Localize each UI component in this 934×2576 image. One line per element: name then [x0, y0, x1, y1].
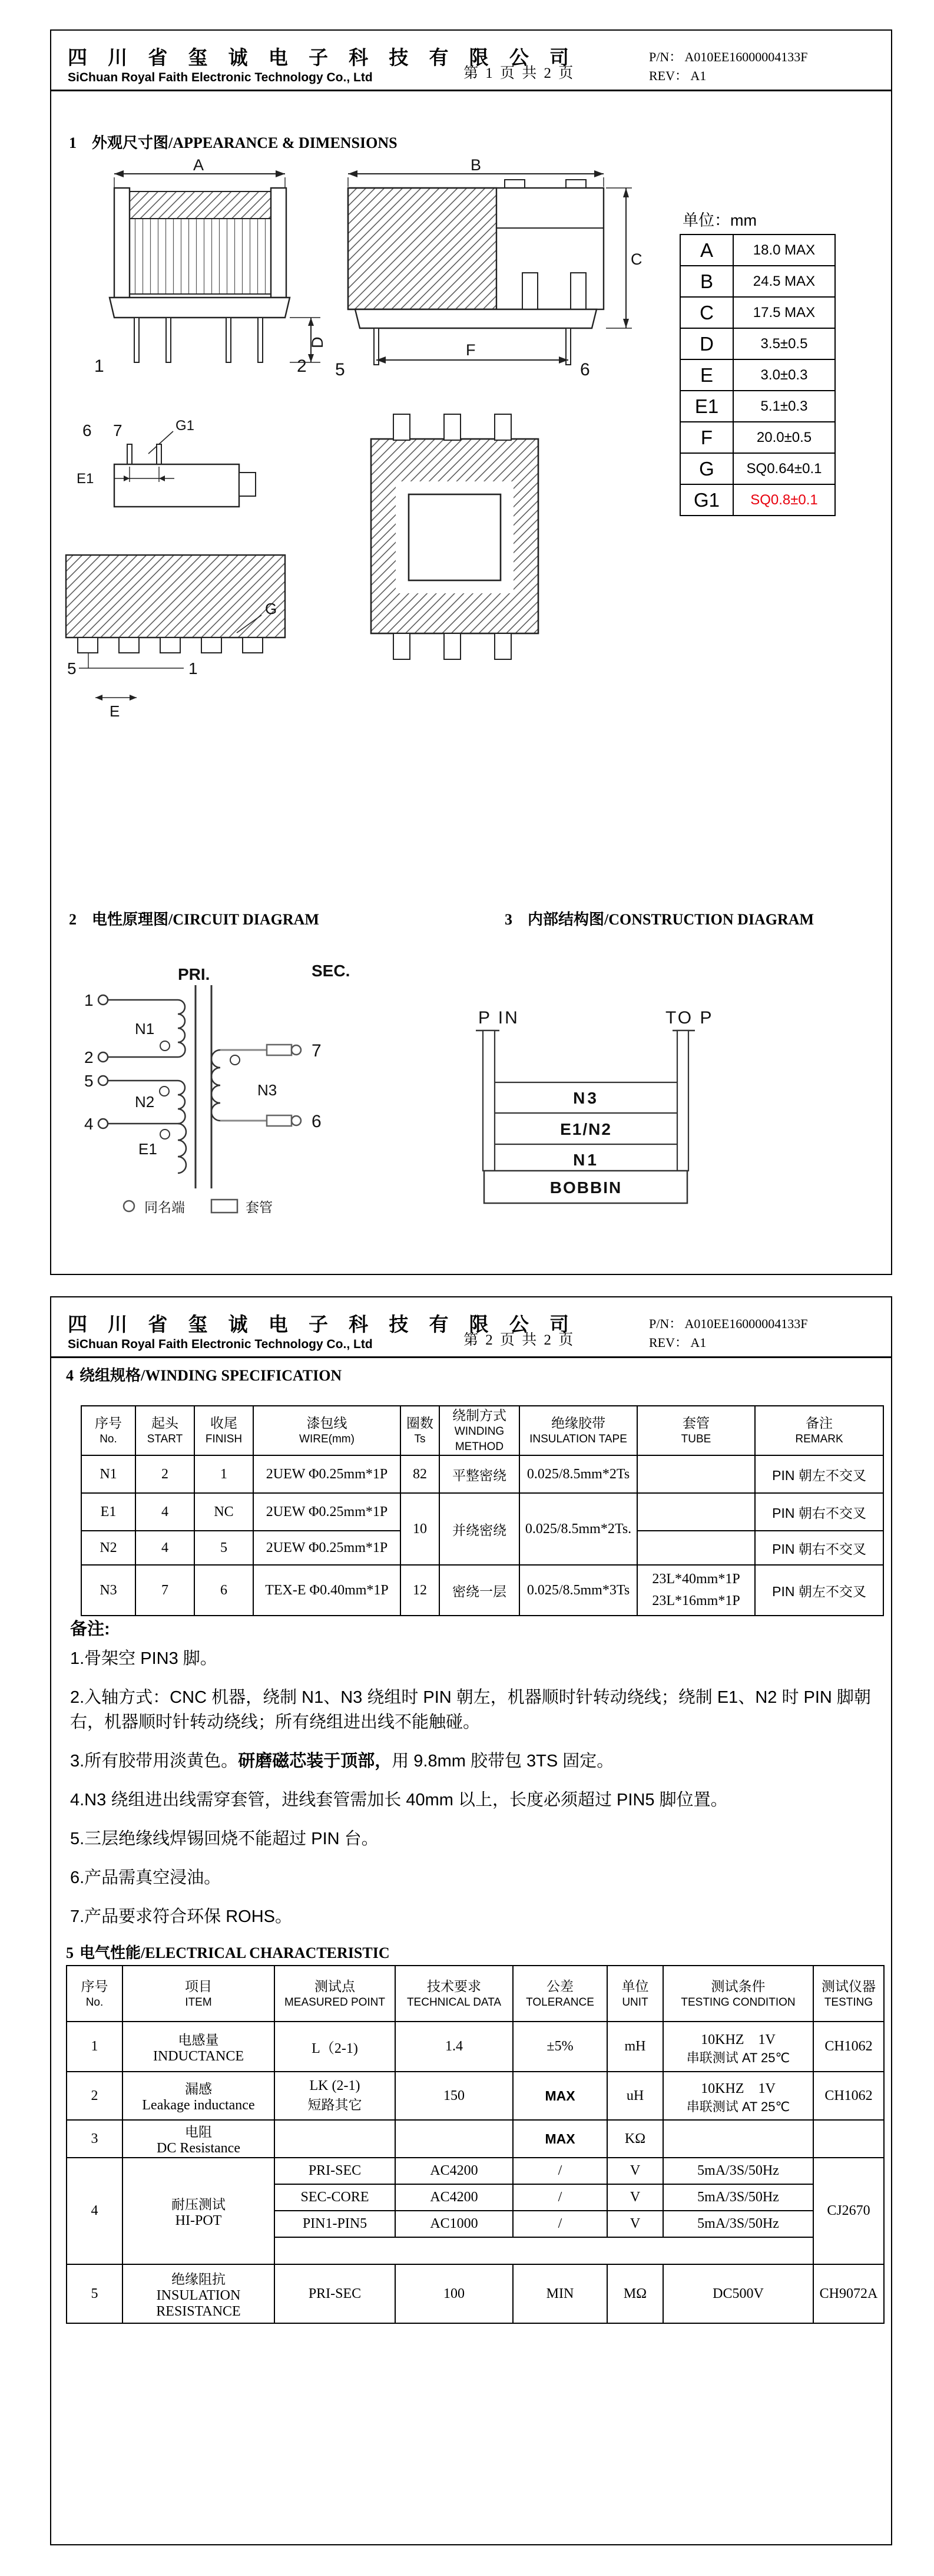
col-start: 起头 START — [135, 1406, 194, 1455]
cell: PIN 朝左不交叉 — [755, 1565, 883, 1616]
rev-label: REV： — [649, 1335, 688, 1350]
dim-key: C — [680, 297, 733, 328]
cell-item: 耐压测试 HI-POT — [122, 2158, 274, 2264]
dot-n2 — [160, 1086, 169, 1096]
pin-6-label: 6 — [82, 421, 92, 440]
cell: N1 — [81, 1455, 135, 1493]
unit-label: 单位： — [683, 212, 730, 229]
electrical-row-3 — [67, 2120, 884, 2158]
pin-6-label: 6 — [312, 1112, 322, 1131]
cell: V — [607, 2211, 663, 2237]
cell: PIN 朝左不交叉 — [755, 1455, 883, 1493]
pin-5-label: 5 — [84, 1072, 94, 1090]
coil-n3 — [211, 1050, 220, 1121]
cell: SEC-CORE — [274, 2184, 395, 2211]
section-4-en: /WINDING SPECIFICATION — [141, 1367, 342, 1384]
dim-e1-label: E1 — [77, 471, 94, 487]
section-4-cn: 绕组规格 — [80, 1366, 141, 1384]
winding-row-n1 — [81, 1455, 883, 1493]
pn-value: A010EE16000004133F — [684, 49, 808, 64]
cell: CH1062 — [813, 2072, 884, 2120]
dim-key: D — [680, 328, 733, 359]
legend-tube-label: 套管 — [246, 1200, 273, 1215]
pn-label: P/N： — [649, 1316, 683, 1331]
winding-table — [81, 1405, 884, 1616]
layer-n1-label: N1 — [573, 1151, 599, 1169]
tube-symbol — [267, 1045, 292, 1055]
cell-empty — [663, 2120, 813, 2158]
dim-key: G — [680, 453, 733, 484]
part-number-line — [649, 1314, 808, 1332]
winding-e1-label: E1 — [138, 1140, 157, 1158]
front-view-drawing — [78, 157, 331, 393]
col-no: 序号 No. — [67, 1966, 122, 2022]
electrical-row-1 — [67, 2022, 884, 2072]
section-5-number: 5 — [66, 1944, 74, 1961]
dim-value: 17.5 MAX — [733, 297, 835, 328]
electrical-row-4a — [67, 2158, 884, 2184]
unit-line — [683, 207, 757, 230]
col-condition: 测试条件 TESTING CONDITION — [663, 1966, 813, 2022]
table-row — [680, 266, 835, 297]
cell: MΩ — [607, 2264, 663, 2323]
cell: 2UEW Φ0.25mm*1P — [253, 1455, 400, 1493]
cell: N2 — [81, 1531, 135, 1565]
cell: DC500V — [663, 2264, 813, 2323]
winding-n2-label: N2 — [135, 1093, 155, 1111]
cell: 5 — [67, 2264, 122, 2323]
dim-g1-label: G1 — [175, 418, 195, 434]
section-1-number: 1 — [69, 134, 77, 151]
dim-g-label: G — [265, 600, 277, 617]
cell: 1 — [194, 1455, 253, 1493]
cell: CH9072A — [813, 2264, 884, 2323]
page-number: 第 2 页 共 2 页 — [463, 1332, 575, 1348]
coil-n1 — [178, 1000, 186, 1057]
legend-dot-icon — [124, 1201, 134, 1211]
dimension-table — [680, 234, 836, 516]
electrical-row-2 — [67, 2072, 884, 2120]
cell: AC4200 — [395, 2158, 513, 2184]
pin-7-label: 7 — [113, 421, 122, 440]
cell: MAX — [513, 2120, 607, 2158]
cell-empty — [274, 2120, 395, 2158]
note-2: 2.入轴方式：CNC 机器，绕制 N1、N3 绕组时 PIN 朝左，机器顺时针转动绕线；绕制 E1、N2 时 PIN 脚朝右，机器顺时针转动绕线；所有绕组进出线不能触碰。 — [70, 1688, 871, 1732]
dim-key: F — [680, 422, 733, 453]
pin-2-label: 2 — [84, 1048, 94, 1066]
note-6: 6.产品需真空浸油。 — [70, 1868, 221, 1887]
col-instrument: 测试仪器 TESTING — [813, 1966, 884, 2022]
bobbin-left-wall — [483, 1031, 495, 1171]
col-finish: 收尾 FINISH — [194, 1406, 253, 1455]
section-4-title — [66, 1363, 342, 1385]
section-2-title — [69, 907, 319, 929]
section-3-number: 3 — [505, 911, 512, 928]
notes-block — [70, 1646, 883, 1943]
note-7: 7.产品要求符合环保 ROHS。 — [70, 1907, 293, 1926]
col-point: 测试点 MEASURED POINT — [274, 1966, 395, 2022]
tube-symbol — [267, 1115, 292, 1126]
cell: 密绕一层 — [439, 1565, 519, 1616]
pin-1-label: 1 — [188, 659, 198, 678]
cell-condition: 10KHZ 1V 串联测试 AT 25℃ — [663, 2072, 813, 2120]
section-3-cn: 内部结构图 — [528, 910, 605, 928]
cell: 0.025/8.5mm*2Ts — [519, 1455, 637, 1493]
section-3-en: /CONSTRUCTION DIAGRAM — [604, 911, 814, 928]
electrical-row-5 — [67, 2264, 884, 2323]
cell-instrument: CJ2670 — [813, 2158, 884, 2264]
dim-value: 24.5 MAX — [733, 266, 835, 297]
cell: E1 — [81, 1493, 135, 1531]
electrical-header-row — [67, 1966, 884, 2022]
table-row — [680, 453, 835, 484]
cell-merged-ts: 10 — [400, 1493, 439, 1565]
pin-1-label: 1 — [94, 356, 104, 376]
col-wire: 漆包线 WIRE(mm) — [253, 1406, 400, 1455]
coil-e1 — [178, 1124, 186, 1173]
cell-item: 电阻 DC Resistance — [122, 2120, 274, 2158]
sec-label: SEC. — [312, 962, 350, 980]
note-5: 5.三层绝缘线焊锡回烧不能超过 PIN 台。 — [70, 1829, 379, 1848]
dim-value: 20.0±0.5 — [733, 422, 835, 453]
cell-tube: 23L*40mm*1P 23L*16mm*1P — [637, 1565, 755, 1616]
page-number: 第 1 页 共 2 页 — [463, 65, 575, 81]
cell-empty-span — [274, 2237, 813, 2264]
legend-dot-label: 同名端 — [144, 1200, 185, 1215]
coil-n2 — [178, 1081, 186, 1124]
winding-wire-area — [130, 219, 271, 294]
dim-key: B — [680, 266, 733, 297]
part-number-line — [649, 47, 808, 65]
section-5-cn: 电气性能 — [80, 1944, 141, 1961]
note-4: 4.N3 绕组进出线需穿套管，进线套管需加长 40mm 以上，长度必须超过 PIN5 脚位置。 — [70, 1791, 728, 1809]
cell: MAX — [513, 2072, 607, 2120]
cell: V — [607, 2184, 663, 2211]
cell-empty — [637, 1455, 755, 1493]
company-name-en: SiChuan Royal Faith Electronic Technology Co., Ltd — [68, 71, 373, 84]
section-4-number: 4 — [66, 1367, 74, 1384]
cell-merged-method: 并绕密绕 — [439, 1493, 519, 1565]
table-row — [680, 484, 835, 516]
col-method: 绕制方式 WINDING METHOD — [439, 1406, 519, 1455]
pri-label: PRI. — [178, 965, 210, 983]
bobbin-base — [110, 298, 290, 318]
header-rule — [51, 90, 891, 91]
notes-title: 备注: — [70, 1620, 110, 1639]
cell: 3 — [67, 2120, 122, 2158]
cell: PIN1-PIN5 — [274, 2211, 395, 2237]
electrical-table — [66, 1965, 885, 2324]
rev-label: REV： — [649, 68, 688, 83]
cell: 1.4 — [395, 2022, 513, 2072]
top-side-label: TO P — [665, 1008, 714, 1028]
construction-diagram — [472, 1000, 861, 1236]
cell: 82 — [400, 1455, 439, 1493]
section-2-number: 2 — [69, 911, 77, 928]
legend-tube-icon — [211, 1200, 237, 1213]
cell-empty — [813, 2120, 884, 2158]
circuit-diagram — [69, 959, 458, 1236]
dim-value: SQ0.64±0.1 — [733, 453, 835, 484]
table-row — [680, 235, 835, 266]
dot-n3 — [230, 1055, 240, 1065]
winding-n3-label: N3 — [257, 1081, 277, 1099]
dim-f-label: F — [466, 341, 476, 359]
cell: 5mA/3S/50Hz — [663, 2184, 813, 2211]
winding-row-e1 — [81, 1493, 883, 1531]
section-1-title — [69, 131, 398, 153]
cell-condition: 10KHZ 1V 串联测试 AT 25℃ — [663, 2022, 813, 2072]
pin-4-label: 4 — [84, 1115, 94, 1133]
company-name-cn: 四 川 省 玺 诚 电 子 科 技 有 限 公 司 — [68, 1313, 577, 1335]
dim-c-label: C — [631, 250, 642, 268]
cell-empty — [637, 1493, 755, 1531]
note-3: 3.所有胶带用淡黄色。研磨磁芯装于顶部，用 9.8mm 胶带包 3TS 固定。 — [70, 1752, 614, 1771]
cell: 5 — [194, 1531, 253, 1565]
section-1-en: /APPEARANCE & DIMENSIONS — [168, 134, 398, 151]
dot-e1 — [160, 1130, 170, 1139]
cell: 4 — [135, 1493, 194, 1531]
cell: uH — [607, 2072, 663, 2120]
section-2-en: /CIRCUIT DIAGRAM — [168, 911, 319, 928]
winding-n1-label: N1 — [135, 1020, 155, 1038]
dim-b-label: B — [471, 157, 482, 174]
pin-7-label: 7 — [312, 1041, 322, 1061]
pin-5-label: 5 — [67, 659, 77, 678]
col-no: 序号 No. — [81, 1406, 135, 1455]
rev-line — [649, 66, 706, 84]
pin-2-label: 2 — [297, 356, 307, 376]
pn-label: P/N： — [649, 49, 683, 64]
col-tape: 绝缘胶带 INSULATION TAPE — [519, 1406, 637, 1455]
header-rule — [51, 1356, 891, 1358]
page-1 — [50, 29, 892, 1275]
dot-n1 — [160, 1041, 170, 1051]
page-2 — [50, 1296, 892, 2545]
cell: PRI-SEC — [274, 2264, 395, 2323]
cell: 2UEW Φ0.25mm*1P — [253, 1531, 400, 1565]
cell: 平整密绕 — [439, 1455, 519, 1493]
cell-empty — [395, 2120, 513, 2158]
top-view-drawing — [60, 408, 343, 726]
company-name-cn: 四 川 省 玺 诚 电 子 科 技 有 限 公 司 — [68, 47, 577, 68]
foot-hatch-body — [66, 555, 285, 638]
section-5-en: /ELECTRICAL CHARACTERISTIC — [141, 1944, 390, 1961]
company-name-en: SiChuan Royal Faith Electronic Technology Co., Ltd — [68, 1337, 373, 1351]
col-unit: 单位 UNIT — [607, 1966, 663, 2022]
cell: mH — [607, 2022, 663, 2072]
winding-row-n3 — [81, 1565, 883, 1616]
dim-d-label: D — [309, 336, 326, 348]
unit-value: mm — [730, 212, 757, 229]
cell: 5mA/3S/50Hz — [663, 2158, 813, 2184]
pin-6-label: 6 — [580, 360, 590, 379]
cell: V — [607, 2158, 663, 2184]
winding-header-row — [81, 1406, 883, 1455]
cell: AC4200 — [395, 2184, 513, 2211]
cell: / — [513, 2184, 607, 2211]
layer-e1n2-label: E1/N2 — [560, 1120, 612, 1138]
cell: CH1062 — [813, 2022, 884, 2072]
pin-5-label: 5 — [335, 360, 345, 379]
cell: PIN 朝右不交叉 — [755, 1531, 883, 1565]
cell: 5mA/3S/50Hz — [663, 2211, 813, 2237]
cell: KΩ — [607, 2120, 663, 2158]
cell: AC1000 — [395, 2211, 513, 2237]
cell-no: 4 — [67, 2158, 122, 2264]
cell: 2 — [67, 2072, 122, 2120]
col-data: 技术要求 TECHNICAL DATA — [395, 1966, 513, 2022]
cell-merged-tape: 0.025/8.5mm*2Ts. — [519, 1493, 637, 1565]
cell-empty — [637, 1531, 755, 1565]
cell: 6 — [194, 1565, 253, 1616]
cell-item: 电感量 INDUCTANCE — [122, 2022, 274, 2072]
cell: 1 — [67, 2022, 122, 2072]
cell: 2UEW Φ0.25mm*1P — [253, 1493, 400, 1531]
col-ts: 圈数 Ts — [400, 1406, 439, 1455]
dim-e-label: E — [110, 702, 120, 720]
cell: 4 — [135, 1531, 194, 1565]
bottom-view-drawing — [355, 405, 555, 693]
col-remark: 备注 REMARK — [755, 1406, 883, 1455]
table-row — [680, 359, 835, 391]
cell: 150 — [395, 2072, 513, 2120]
cell-point: LK (2-1) 短路其它 — [274, 2072, 395, 2120]
cell: PRI-SEC — [274, 2158, 395, 2184]
pin-side-label: P IN — [478, 1008, 519, 1028]
dim-value-g1: SQ0.8±0.1 — [733, 484, 835, 516]
cell: / — [513, 2158, 607, 2184]
col-item: 项目 ITEM — [122, 1966, 274, 2022]
cell: PIN 朝右不交叉 — [755, 1493, 883, 1531]
bobbin-right-wall — [677, 1031, 688, 1171]
note-1: 1.骨架空 PIN3 脚。 — [70, 1649, 217, 1668]
core-hatch — [348, 188, 496, 309]
layer-n3-label: N3 — [573, 1089, 599, 1107]
table-row — [680, 391, 835, 422]
cell: MIN — [513, 2264, 607, 2323]
cell: ±5% — [513, 2022, 607, 2072]
pin-1-label: 1 — [84, 991, 94, 1009]
cell: TEX-E Φ0.40mm*1P — [253, 1565, 400, 1616]
rev-line — [649, 1333, 706, 1351]
cell: / — [513, 2211, 607, 2237]
section-1-cn: 外观尺寸图 — [92, 134, 169, 151]
cell: N3 — [81, 1565, 135, 1616]
col-tolerance: 公差 TOLERANCE — [513, 1966, 607, 2022]
section-3-title — [505, 907, 814, 929]
table-row — [680, 422, 835, 453]
col-tube: 套管 TUBE — [637, 1406, 755, 1455]
table-row — [680, 328, 835, 359]
dim-key: G1 — [680, 484, 733, 516]
cell: 0.025/8.5mm*3Ts — [519, 1565, 637, 1616]
table-row — [680, 297, 835, 328]
section-5-title — [66, 1941, 390, 1963]
dim-key: E — [680, 359, 733, 391]
pn-value: A010EE16000004133F — [684, 1316, 808, 1331]
cell-item: 绝缘阻抗 INSULATION RESISTANCE — [122, 2264, 274, 2323]
section-2-cn: 电性原理图 — [92, 910, 169, 928]
winding-hatch-band — [130, 191, 271, 219]
rev-value: A1 — [690, 1335, 707, 1350]
dim-key: E1 — [680, 391, 733, 422]
window-opening — [409, 494, 501, 580]
cell: 2 — [135, 1455, 194, 1493]
side-view-drawing — [328, 157, 646, 393]
dim-key: A — [680, 235, 733, 266]
dim-a-label: A — [193, 157, 204, 174]
cell-item: 漏感 Leakage inductance — [122, 2072, 274, 2120]
cell: L（2-1) — [274, 2022, 395, 2072]
rev-value: A1 — [690, 68, 707, 83]
dim-value: 3.5±0.5 — [733, 328, 835, 359]
dim-value: 18.0 MAX — [733, 235, 835, 266]
cell: 7 — [135, 1565, 194, 1616]
dim-value: 3.0±0.3 — [733, 359, 835, 391]
cell: NC — [194, 1493, 253, 1531]
cell: 100 — [395, 2264, 513, 2323]
bobbin-base-label: BOBBIN — [549, 1178, 622, 1197]
dim-value: 5.1±0.3 — [733, 391, 835, 422]
cell: 12 — [400, 1565, 439, 1616]
